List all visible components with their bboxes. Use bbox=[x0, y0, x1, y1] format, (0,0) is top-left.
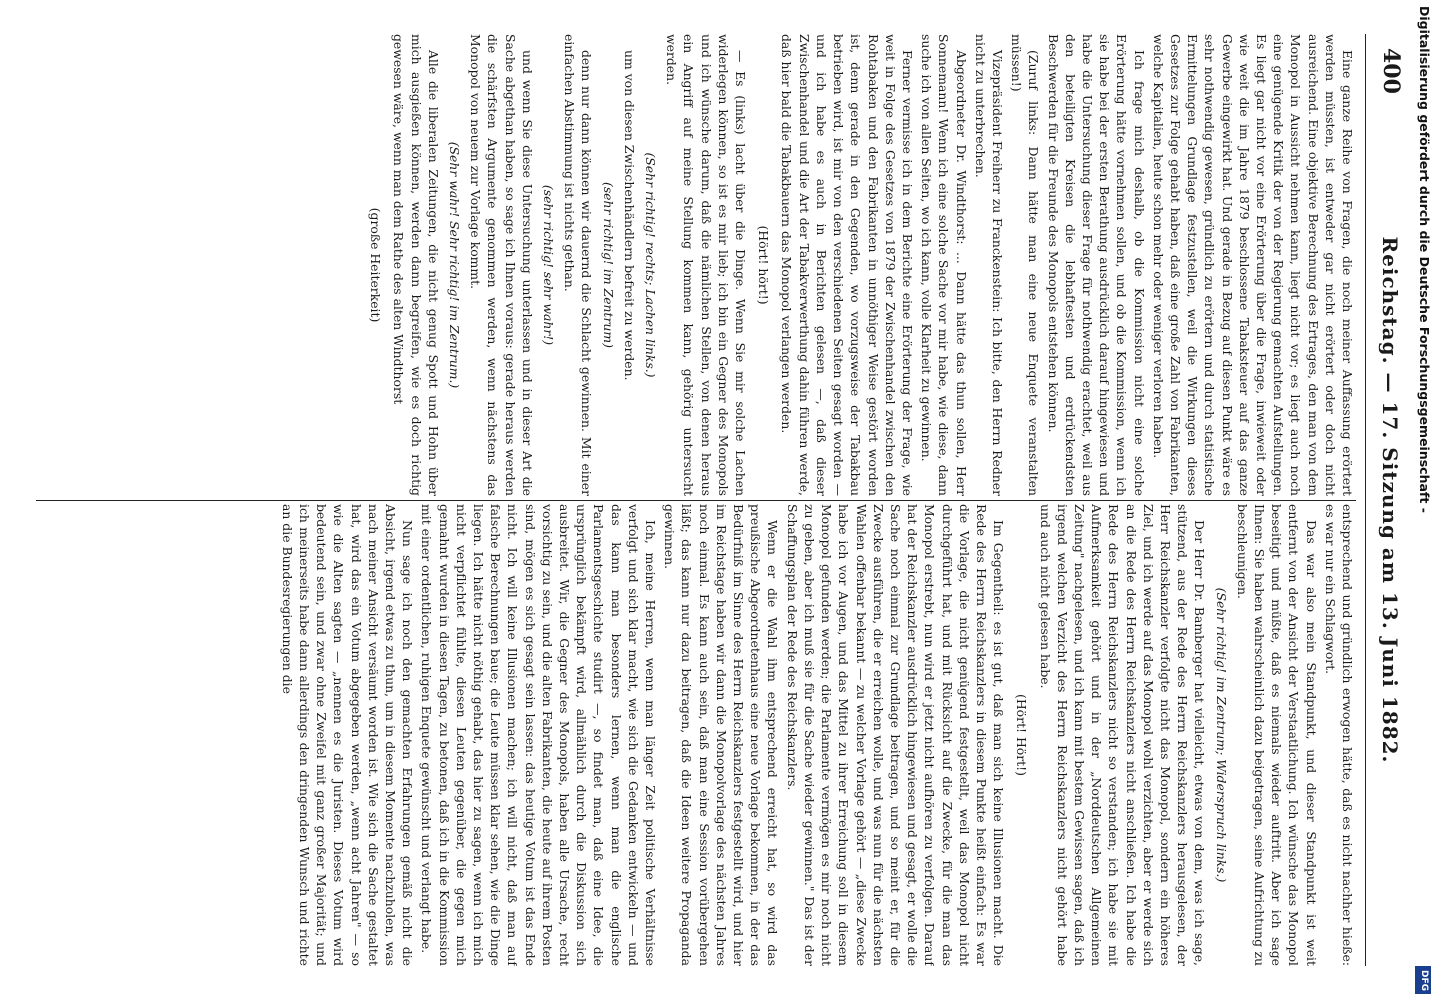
right-column-paragraph: Das war also mein Standpunkt, und dieser Standpunkt ist weit entfernt von der Ansicht der Verstaatlichung. Ich wünsche das Monopol beseitigt und müßte, daß es niemals wieder auftritt. Aber ich sage Ihnen: Sie haben wahrscheinlich dazu beigetragen, seine Aufrichtung zu beschleunigen. bbox=[1234, 504, 1319, 966]
right-column-paragraph: Der Herr Dr. Bamberger hat vielleicht, etwas von dem, was ich sage, stützend, aus der Rede des Herrn Reichskanzlers herausgelesen, der Herr Reichskanzler verfolgte nicht das Monopol, sondern ein höheres Ziel, und ich werde auf das Monopol wohl verzichten, aber er werde sich an die Rede des Herrn Reichskanzlers nicht anschließen. Ich habe die Rede des Herrn Reichskanzlers nicht so verstanden; ich habe sie mit Aufmerksamkeit gehört und in der „Norddeutschen Allgemeinen Zeitung" nachgelesen, und ich kann mit bestem Gewissen sagen, daß ich irgend welchen Verzicht des Herrn Reichskanzlers nicht gehört habe und auch nicht gelesen habe. bbox=[1037, 504, 1208, 966]
right-column-paragraph: Ich, meine Herren, wenn man länger Zeit politische Verhältnisse verfolgt und sich klar macht, wie sich die Gedanken entwickeln — und das kann man besonders lernen, wenn man die englische Parlamentsgeschichte studirt —, so findet man, daß eine Idee, die ursprünglich bekämpft wird, allmählich durch die Diskussion sich ausbreitet. Wir, die Gegner des Monopols, haben alle Ursache, recht vorsichtig zu sein, und die alten Fabrikanten, die heute auf ihrem Posten sind, mögen es sich gesagt sein lassen: das heutige Votum ist das Ende nicht. Ich will keine Illusionen machen; ich will nicht, daß man auf falsche Berechnungen baue; die Leute müssen klar sehen, wie die Dinge liegen. Ich hätte nicht nöthig gehabt, das hier zu sagen, wenn ich mich nicht verpflichtet fühlte, diesen Leuten gegenüber, die gegen mich gemahnt wurden in diesen Tagen, zu betonen, daß ich in die Kommission mit einer ordentlichen, ruhigen Enquete gewünscht und verlangt habe. bbox=[419, 504, 659, 966]
left-column-paragraph: (sehr richtig! im Zentrum) bbox=[600, 181, 616, 348]
page-header bbox=[1368, 30, 1412, 970]
right-text-column bbox=[36, 504, 1356, 966]
dfg-logo-icon bbox=[1415, 966, 1431, 994]
left-column-paragraph: Alle die liberalen Zeitungen, die nicht genug Spott und Hohn über mich ausgießen können, werden dann begreifen, wie es doch richtig gewesen wäre, wenn man dem Rathe des alten Windthorst bbox=[391, 34, 441, 496]
left-column-paragraph: Eine ganze Reihe von Fragen, die noch meiner Auffassung erörtert werden müssten, ist entweder gar nicht erörtert oder doch nicht ausreichend. Eine objektive Berechnung des Ertrages, den man von dem Monopol in Aussicht nehmen kann, liegt nicht vor; es liegt auch noch eine genügende Kritik der von der Regierung gemachten Aufstellungen. Es liegt gar nicht vor eine Erörterung über die Frage, inwieweit oder wie weit die im Jahre 1879 beschlossene Tabaksteuer auf das ganze Gewerbe eingewirkt hat. Und gerade in Bezug auf diesen Punkt wäre es sehr nothwendig gewesen, gründlich zu erörtern und durch statistische Ermittelungen Grundlage festzustellen, weil die Wirkungen dieses Gesetzes zur Folge gehabt haben, daß eine große Zahl von Fabrikanten, welche Kapitalien, heute schon mehr oder weniger verloren haben. bbox=[1150, 34, 1355, 496]
left-column-paragraph: Vizepräsident Freiherr zu Franckenstein: Ich bitte, den Herrn Redner nicht zu unterbrechen. bbox=[972, 34, 1005, 496]
right-column-paragraph: (Hört! Hört!) bbox=[1014, 694, 1030, 776]
header-rule bbox=[1365, 34, 1366, 966]
right-column-paragraph: entsprechend und gründlich erwogen hätte, daß es nicht nachher hieße: es war nur ein Schlagwort. bbox=[1322, 504, 1355, 966]
page-number: 400 bbox=[1378, 48, 1404, 94]
left-column-paragraph: Ferner vermisse ich in dem Berichte eine Erörterung der Frage, wie weit in Folge des Gesetzes von 1879 der Zwischenhandel zwischen den Rohtabaken und den Fabrikanten in unnöthiger Weise gestört worden ist, denn gerade in den Gegenden, wo vorzugsweise der Tabakbau betrieben wird, ist mir von den verschiedenen Seiten gesagt worden — und ich habe es auch in Berichten gelesen —, daß dieser Zwischenhandel und die Art der Tabakverwerthung dahin führen werde, daß hier bald die Tabakbauern das Monopol verlangen werden. bbox=[779, 34, 915, 496]
left-column-paragraph: (Hört! hört!) bbox=[756, 225, 772, 305]
digitization-credit: Digitalisierung gefördert durch die Deutsche Forschungsgemeinschaft - bbox=[1417, 6, 1432, 513]
left-column-paragraph: Ich frage mich deshalb, ob die Kommission nicht eine solche Erörterung hätte vornehmen sollen, und ob die Kommission, wenn ich sie habe bei der ersten Berathung ausdrücklich darauf hingewiesen und habe die Untersuchung dieser Frage für nothwendig erachtet, weil aus den beteiligten Kreisen die lebhaftesten und erdrückendsten Beschwerden für die Freunde des Monopols entstehen können. bbox=[1045, 34, 1147, 496]
left-column-paragraph: (sehr richtig! sehr wahr!) bbox=[541, 184, 557, 346]
right-column-paragraph: Im Gegentheil: es ist gut, daß man sich keine Illusionen macht. Die Rede des Herrn Reichskanzlers in diesem Punkte heißt einfach: Es war die Vorlage, die nicht genügend festgestellt, weil das Monopol nicht durchgeführt hat, und mit Rücksicht auf die Zwecke, für die man das Monopol erstrebt, nun wird er jetzt nicht aufhören zu verfolgen. Darauf hat der Reichskanzler ausdrücklich hingewiesen und gesagt, er wolle die Sache noch einmal zur Grundlage beitragen, und so meint er, für die Zwecke ausführen, die er erreichen wolle, und was nun für die nächsten Wahlen offenbar bekannt — zu welcher Vorlage gehört — „diese Zwecke habe ich vor Augen, und das Mittel zu ihrer Erreichung soll in diesem Monopol gefunden werden; die Parlamente vermögen es mir noch nicht zu geben, aber ich muß sie für die Sache wieder gewinnen." Das ist der Schaffungsplan der Rede des Reichskanzlers. bbox=[784, 504, 1007, 966]
left-column-paragraph: Abgeordneter Dr. Windthorst: ... Dann hätte das thun sollen, Herr Sonnemann! Wenn ich eine solche Sache vor mir habe, wie diese, dann suche ich von allen Seiten, wo ich kann, volle Klarheit zu gewinnen. bbox=[919, 34, 969, 496]
column-divider bbox=[36, 500, 1356, 501]
right-column-paragraph: (Sehr richtig! im Zentrum; Widerspruch links.) bbox=[1213, 587, 1229, 883]
dfg-logo-text: DFG bbox=[1418, 969, 1429, 991]
left-column-paragraph: — Es (links) lacht über die Dinge. Wenn Sie mir solche Lachen widerlegen können, so ist es mir lieb; ich bin ein Gegner des Monopols und ich wünsche darum, daß die nämlichen Stellen, von denen heraus ein Angriff auf meine Stellung kommen kann, gehörig untersucht werden. bbox=[664, 34, 749, 496]
left-column-paragraph: (Zuruf links: Dann hätte man eine neue Enquete veranstalten müssen!) bbox=[1009, 34, 1042, 496]
left-column-paragraph: (Sehr richtig! rechts; Lachen links.) bbox=[643, 152, 659, 378]
running-head: Reichstag. — 17. Sitzung am 13. Juni 1882. bbox=[1378, 236, 1402, 764]
left-column-paragraph: um von diesen Zwischenhändlern befreit zu werden. bbox=[621, 50, 637, 381]
digitization-credit-strip bbox=[1414, 0, 1432, 1000]
left-column-paragraph: (Sehr wahr! Sehr richtig! im Zentrum.) bbox=[447, 141, 463, 389]
left-column-paragraph: und wenn Sie diese Untersuchung unterlassen und in dieser Art die Sache abgethan haben, so sage ich Ihnen voraus: gerade heraus werden die schärfsten Argumente genommen werden, wenn nächstens das Monopol von neuem zur Vorlage kommt. bbox=[468, 34, 535, 496]
left-column-paragraph: denn nur dann können wir dauernd die Schlacht gewinnen. Mit einer einfachen Abstimmung ist nichts gethan. bbox=[562, 34, 595, 496]
left-column-paragraph: (große Heiterkeit) bbox=[368, 207, 384, 323]
left-text-column bbox=[36, 34, 1356, 496]
right-column-paragraph: Nun sage ich noch den gemachten Erfahrungen gemäß nicht die Absicht, irgend etwas zu thun, um in diesem Momente nachzuholen, was nach meiner Ansicht versäumt worden ist. Wie sich die Sache gestaltet hat, wird das ein Votum abgegeben werden, „wenn acht Jahren" — so wie die Alten sagten — „nennen es die Juristen. Dieses Votum wird bedeutend sein, und zwar ohne Zweifel mit ganz großer Majorität; und ich meinerseits habe dann allerdings den dringenden Wunsch und richte an die Bundesregierungen die bbox=[279, 504, 416, 966]
right-column-paragraph: Wenn er die Wahl ihm entsprechend erreicht hat, so wird das preußische Abgeordnetenhaus eine neue Vorlage bekommen, in der das Bedürfniß im Sinne des Herrn Reichskanzlers festgestellt wird, und hier im Reichstage haben wir dann die Monopolvorlage des nächsten Jahres noch einmal. Es kann auch sein, daß man eine Session vorübergehen läßt; das kann nur dazu beitragen, daß die Ideen weitere Propaganda gewinnen. bbox=[662, 504, 781, 966]
